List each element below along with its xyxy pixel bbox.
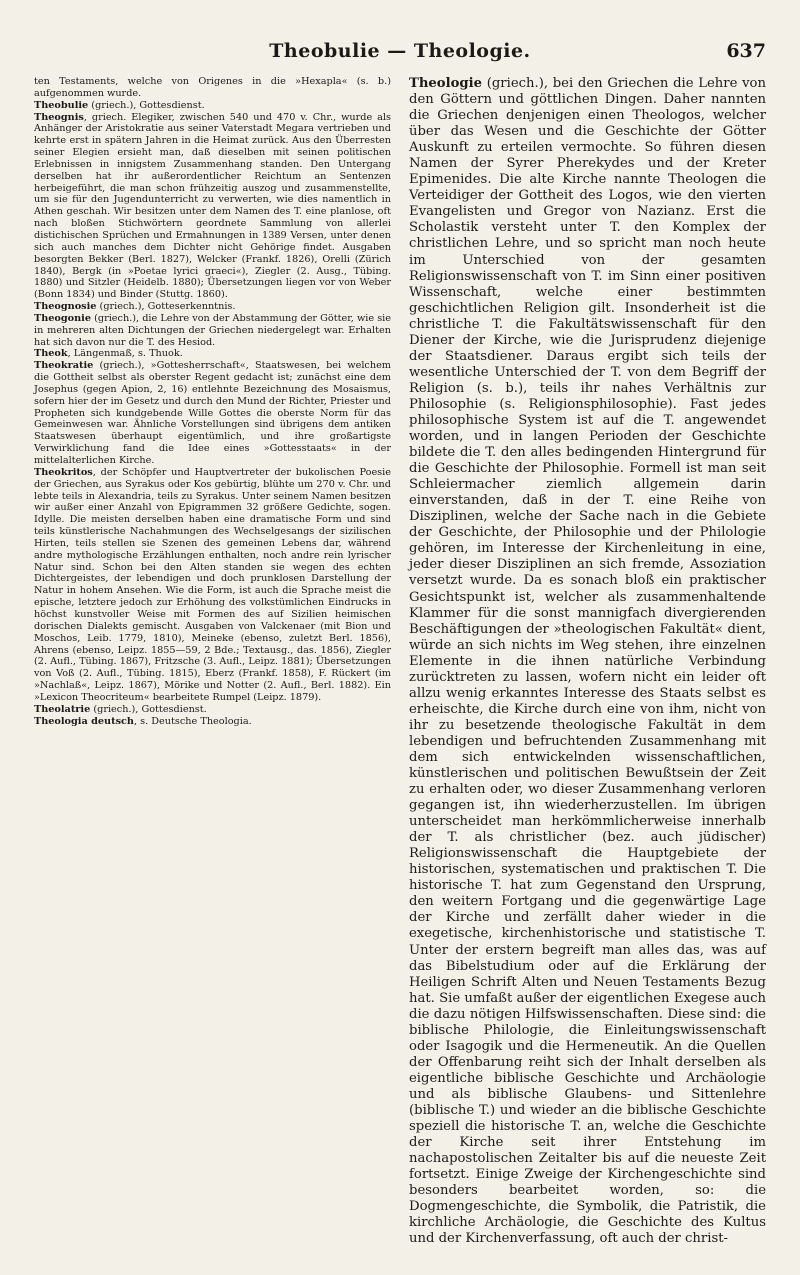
entry-text: , s. Deutsche Theologia. (133, 715, 252, 727)
entry-theogonie (34, 313, 391, 349)
entry-theologia-deutsch (34, 716, 391, 728)
entry-text: (griech.), Gottesdienst. (90, 703, 207, 715)
page-number: 637 (726, 40, 766, 62)
continuation-text: ten Testaments, welche von Origenes in die »Hexapla« (s. b.) aufgenommen wurde. (34, 76, 391, 99)
entry-theokritos (34, 467, 391, 704)
headword: Theologie (409, 76, 483, 91)
entry-text: (griech.), die Lehre von der Abstammung der Götter, wie sie in mehreren alten Dichtungen der Griechen niedergelegt war. Erhalten hat sich davon nur die T. des Hesiod. (34, 312, 391, 348)
headword: Theokratie (34, 360, 94, 372)
entry-theologie (409, 76, 766, 1247)
headword: Theolatrie (34, 703, 91, 715)
entry-text: , Längenmaß, s. Thuok. (67, 348, 183, 360)
text-columns (34, 76, 766, 1247)
entry-theognis (34, 112, 391, 302)
entry-text: (griech.), Gotteserkenntnis. (96, 301, 236, 313)
headword: Theokritos (34, 466, 93, 478)
headword: Theologia deutsch (34, 715, 134, 727)
entry-theognosie (34, 301, 391, 313)
headword: Theognosie (34, 301, 97, 313)
entry-theolatrie (34, 704, 391, 716)
headword: Theobulie (34, 99, 89, 111)
running-head: Theobulie — Theologie. (269, 40, 531, 62)
entry-theokratie (34, 360, 391, 467)
left-column (34, 76, 391, 1247)
right-column (409, 76, 766, 1247)
entry-text: , der Schöpfer und Hauptvertreter der bukolischen Poesie der Griechen, aus Syrakus oder Kos gebürtig, blühte um 270 v. Chr. und lebte teils in Alexandria, teils zu Syrakus. Unter seinem Namen besitzen wir außer einer Anzahl von Epigrammen 32 größere Gedichte, sogen. Idylle. Die meisten derselben haben eine dramatische Form und sind teils künstlerische Nachahmungen des Wechselgesangs der sizilischen Hirten, teils stellen sie Szenen des gemeinen Lebens dar, während andre mythologische Erzählungen enthalten, noch andre rein lyrischer Natur sind. Schon bei den Alten standen sie wegen des echten Dichtergeistes, der lebendigen und doch prunklosen Darstellung der Natur in hohem Ansehen. Wie die Form, ist auch die Sprache meist die epische, letztere jedoch zur Erhöhung des volkstümlichen Eindrucks in höchst kunstvoller Weise mit Formen des auf Sizilien heimischen dorischen Dialekts gemischt. Ausgaben von Valckenaer (mit Bion und Moschos, Leib. 1779, 1810), Meineke (ebenso, zuletzt Berl. 1856), Ahrens (ebenso, Leipz. 1855—59, 2 Bde.; Textausg., das. 1856), Ziegler (2. Aufl., Tübing. 1867), Fritzsche (3. Aufl., Leipz. 1881); Übersetzungen von Voß (2. Aufl., Tübing. 1815), Eberz (Frankf. 1858), F. Rückert (im »Nachlaß«, Leipz. 1867), Mörike und Notter (2. Aufl., Berl. 1882). Ein »Lexicon Theocriteum« bearbeitete Rumpel (Leipz. 1879). (34, 466, 391, 703)
entry-text: (griech.), Gottesdienst. (88, 99, 205, 111)
headword: Theok (34, 348, 68, 360)
page-header (34, 40, 766, 70)
entry-text: (griech.), bei den Griechen die Lehre von den Göttern und göttlichen Dingen. Daher nannten die Griechen denjenigen einen Theologos, welcher über das Wesen und die Geschichte der Götter Auskunft zu erteilen vermochte. So führen diesen Namen der Syrer Pherekydes und der Kreter Epimenides. Die alte Kirche nannte Theologen die Verteidiger der Gottheit des Logos, wie den vierten Evangelisten und Gregor von Nazianz. Erst die Scholastik versteht unter T. den Komplex der christlichen Lehre, und so spricht man noch heute im Unterschied von der gesamten Religionswissenschaft von T. im Sinn einer positiven Wissenschaft, welche einer bestimmten geschichtlichen Religion gilt. Insonderheit ist die christliche T. die Fakultätswissenschaft für den Diener der Kirche, wie die Jurisprudenz diejenige der Staatsdiener. Daraus ergibt sich teils der wesentliche Unterschied der T. von dem Begriff der Religion (s. b.), teils ihr nahes Verhältnis zur Philosophie (s. Religionsphilosophie). Fast jedes philosophische System ist auf die T. angewendet worden, und in langen Perioden der Geschichte bildete die T. den alles bedingenden Hintergrund für die Geschichte der Philosophie. Formell ist man seit Schleiermacher ziemlich allgemein darin einverstanden, daß in der T. eine Reihe von Disziplinen, welche der Sache nach in die Gebiete der Geschichte, der Philosophie und der Philologie gehören, im Interesse der Kirchenleitung in eine, jeder dieser Disziplinen an sich fremde, Assoziation versetzt wurde. Da es sonach bloß ein praktischer Gesichtspunkt ist, welcher als zusammenhaltende Klammer für die sonst mannigfach divergierenden Beschäftigungen der »theologischen Fakultät« dient, würde an sich nichts im Weg stehen, ihre einzelnen Elemente in die ihnen natürliche Verbindung zurücktreten zu lassen, wofern nicht ein leider oft allzu wenig erkanntes Interesse des Staats selbst es erheischte, die Kirche durch eine von ihm, nicht von ihr zu besetzende theologische Fakultät in dem lebendigen und befruchtenden Zusammenhang mit dem sich entwickelnden wissenschaftlichen, künstlerischen und politischen Bewußtsein der Zeit zu erhalten oder, wo dieser Zusammenhang verloren gegangen ist, ihn wiederherzustellen. Im übrigen unterscheidet man herkömmlicherweise innerhalb der T. als christlicher (bez. auch jüdischer) Religionswissenschaft die Hauptgebiete der historischen, systematischen und praktischen T. Die historische T. hat zum Gegenstand den Ursprung, den weitern Fortgang und die gegenwärtige Lage der Kirche und zerfällt daher wieder in die exegetische, kirchenhistorische und statistische T. Unter der erstern begreift man alles das, was auf das Bibelstudium oder auf die Erklärung der Heiligen Schrift Alten und Neuen Testaments Bezug hat. Sie umfaßt außer der eigentlichen Exegese auch die dazu nötigen Hilfswissenschaften. Diese sind: die biblische Philologie, die Einleitungswissenschaft oder Isagogik und die Hermeneutik. An die Quellen der Offenbarung reiht sich der Inhalt derselben als eigentliche biblische Geschichte und Archäologie und als biblische Glaubens- und Sittenlehre (biblische T.) und wieder an die biblische Geschichte speziell die historische T. an, welche die Geschichte der Kirche seit ihrer Entstehung im nachapostolischen Zeitalter bis auf die neueste Zeit fortsetzt. Einige Zweige der Kirchengeschichte sind besonders bearbeitet worden, so: die Dogmengeschichte, die Symbolik, die Patristik, die kirchliche Archäologie, die Geschichte des Kultus und der Kirchenverfassung, oft auch der christ- (409, 76, 766, 1247)
entry-theobulie (34, 100, 391, 112)
headword: Theognis (34, 111, 84, 123)
entry-theok (34, 348, 391, 360)
entry-text: , griech. Elegiker, zwischen 540 und 470 v. Chr., wurde als Anhänger der Aristokratie aus seiner Vaterstadt Megara vertrieben und kehrte erst in spätern Jahren in die Heimat zurück. Aus den Überresten seiner Elegien ersieht man, daß dieselben mit seinen politischen Erlebnissen in innigstem Zusammenhang standen. Den Untergang derselben hat ihr außerordentlicher Reichtum an Sentenzen herbeigeführt, die man schon frühzeitig auszog und zusammenstellte, um sie für den Jugendunterricht zu verwerten, wie dies namentlich in Athen geschah. Wir besitzen unter dem Namen des T. eine planlose, oft nach bloßen Stichwörtern geordnete Sammlung von allerlei distichischen Sprüchen und Ermahnungen in 1389 Versen, unter denen sich auch manches dem Dichter nicht Gehörige findet. Ausgaben besorgten Bekker (Berl. 1827), Welcker (Frankf. 1826), Orelli (Zürich 1840), Bergk (in »Poetae lyrici graeci«), Ziegler (2. Ausg., Tübing. 1880) und Sitzler (Heidelb. 1880); Übersetzungen liegen vor von Weber (Bonn 1834) und Binder (Stuttg. 1860). (34, 111, 391, 301)
entry-text: (griech.), »Gottesherrschaft«, Staatswesen, bei welchem die Gottheit selbst als oberster Regent gedacht ist; zunächst eine dem Josephus (gegen Apion, 2, 16) entlehnte Bezeichnung des Mosaismus, sofern hier der im Gesetz und durch den Mund der Richter, Priester und Propheten sich kundgebende Wille Gottes die oberste Norm für das Gemeinwesen war. Ähnliche Vorstellungen sind übrigens dem antiken Staatswesen überhaupt eigentümlich, und ihre großartigste Verwirklichung fand die Idee eines »Gottesstaats« in der mittelalterlichen Kirche. (34, 360, 391, 466)
headword: Theogonie (34, 312, 91, 324)
